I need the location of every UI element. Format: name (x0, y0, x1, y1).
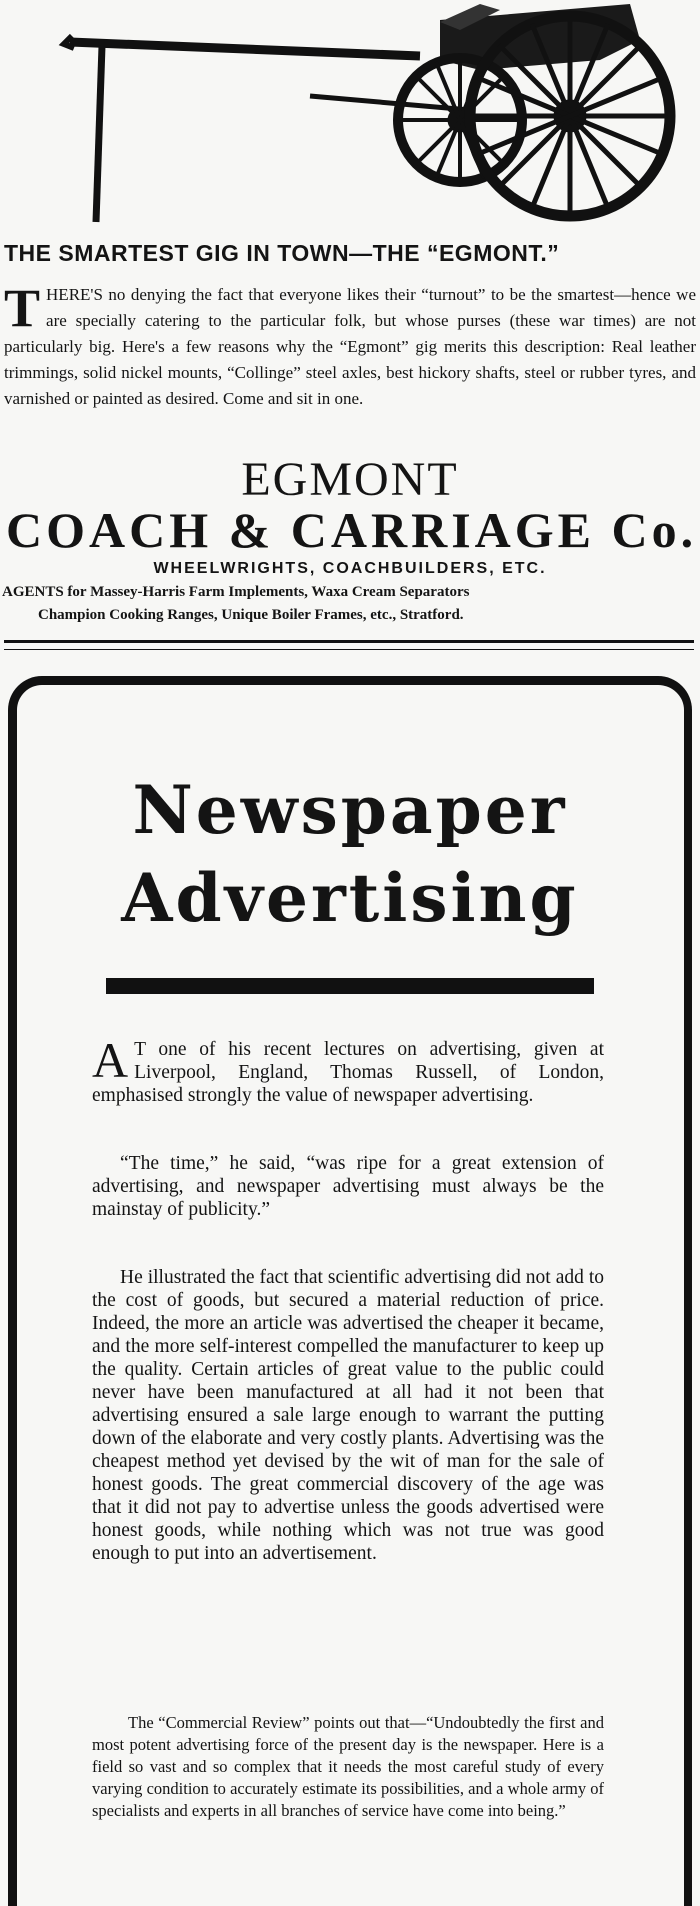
gig-rear-wheel (398, 58, 522, 182)
gig-ad-headline: THE SMARTEST GIG IN TOWN—THE “EGMONT.” (4, 240, 560, 266)
gig-shafts (64, 36, 470, 222)
company-name-line2: COACH & CARRIAGE Co. (6, 502, 698, 558)
gig-ad-dropcap: T (4, 278, 41, 338)
advert-title-line2: Advertising (121, 859, 579, 937)
article-dropcap: A (92, 1032, 129, 1088)
article-paragraph-3: He illustrated the fact that scientific advertising did not add to the cost of goods, but secured a material reduction of price. Indeed, the more an article was advertised the cheaper it became, and the more self-interest compelled the manufacturer to keep up the quality. Certain articles of great value to the public could never have been manufactured at all had it not been that advertising ensured a sale large enough to warrant the putting down of the elaborate and very costly plants. Advertising was the cheapest method yet devised by the wit of man for the sale of honest goods. The great commercial discovery of the age was that it did not pay to advertise unless the goods advertised were honest goods, while nothing which was not true was good enough to put into an advertisement. (92, 1267, 604, 1564)
advert-title-line1: Newspaper (132, 771, 568, 849)
company-trades: WHEELWRIGHTS, COACHBUILDERS, ETC. (153, 560, 547, 577)
company-agents-line1: AGENTS for Massey-Harris Farm Implements, Waxa Cream Separators (2, 584, 470, 600)
gig-carriage-illustration (40, 0, 680, 235)
title-underline-bar (106, 978, 594, 994)
company-name-line1: EGMONT (241, 453, 459, 506)
article-paragraph-2: “The time,” he said, “was ripe for a great extension of advertising, and newspaper advertising must always be the mainstay of publicity.” (92, 1153, 604, 1220)
section-divider (4, 640, 694, 650)
article-paragraph-4: The “Commercial Review” points out that—“Undoubtedly the first and most potent advertising force of the present day is the newspaper. Here is a field so vast and so complex that it needs the most careful study of every varying condition to accurately estimate its possibilities, and a whole army of specialists and experts in all branches of service have come into being.” (92, 1713, 604, 1820)
gig-ad-body-text: HERE'S no denying the fact that everyone likes their “turnout” to be the smartest—hence we are specially catering to the particular folk, but whose purses (these war times) are not particularly big. Here's a few reasons why the “Egmont” gig merits this description: Real leather trimmings, solid nickel mounts, “Collinge” steel axles, best hickory shafts, steel or rubber tyres, and varnished or painted as desired. Come and sit in one. (4, 285, 696, 408)
gig-ad-body (4, 278, 696, 412)
article-paragraph-1 (92, 1032, 604, 1107)
article-paragraph-1-text: T one of his recent lectures on advertising, given at Liverpool, England, Thomas Russell, of London, emphasised strongly the value of newspaper advertising. (92, 1039, 604, 1106)
gig-front-wheel (470, 16, 670, 216)
company-agents-line2: Champion Cooking Ranges, Unique Boiler Frames, etc., Stratford. (38, 607, 464, 623)
